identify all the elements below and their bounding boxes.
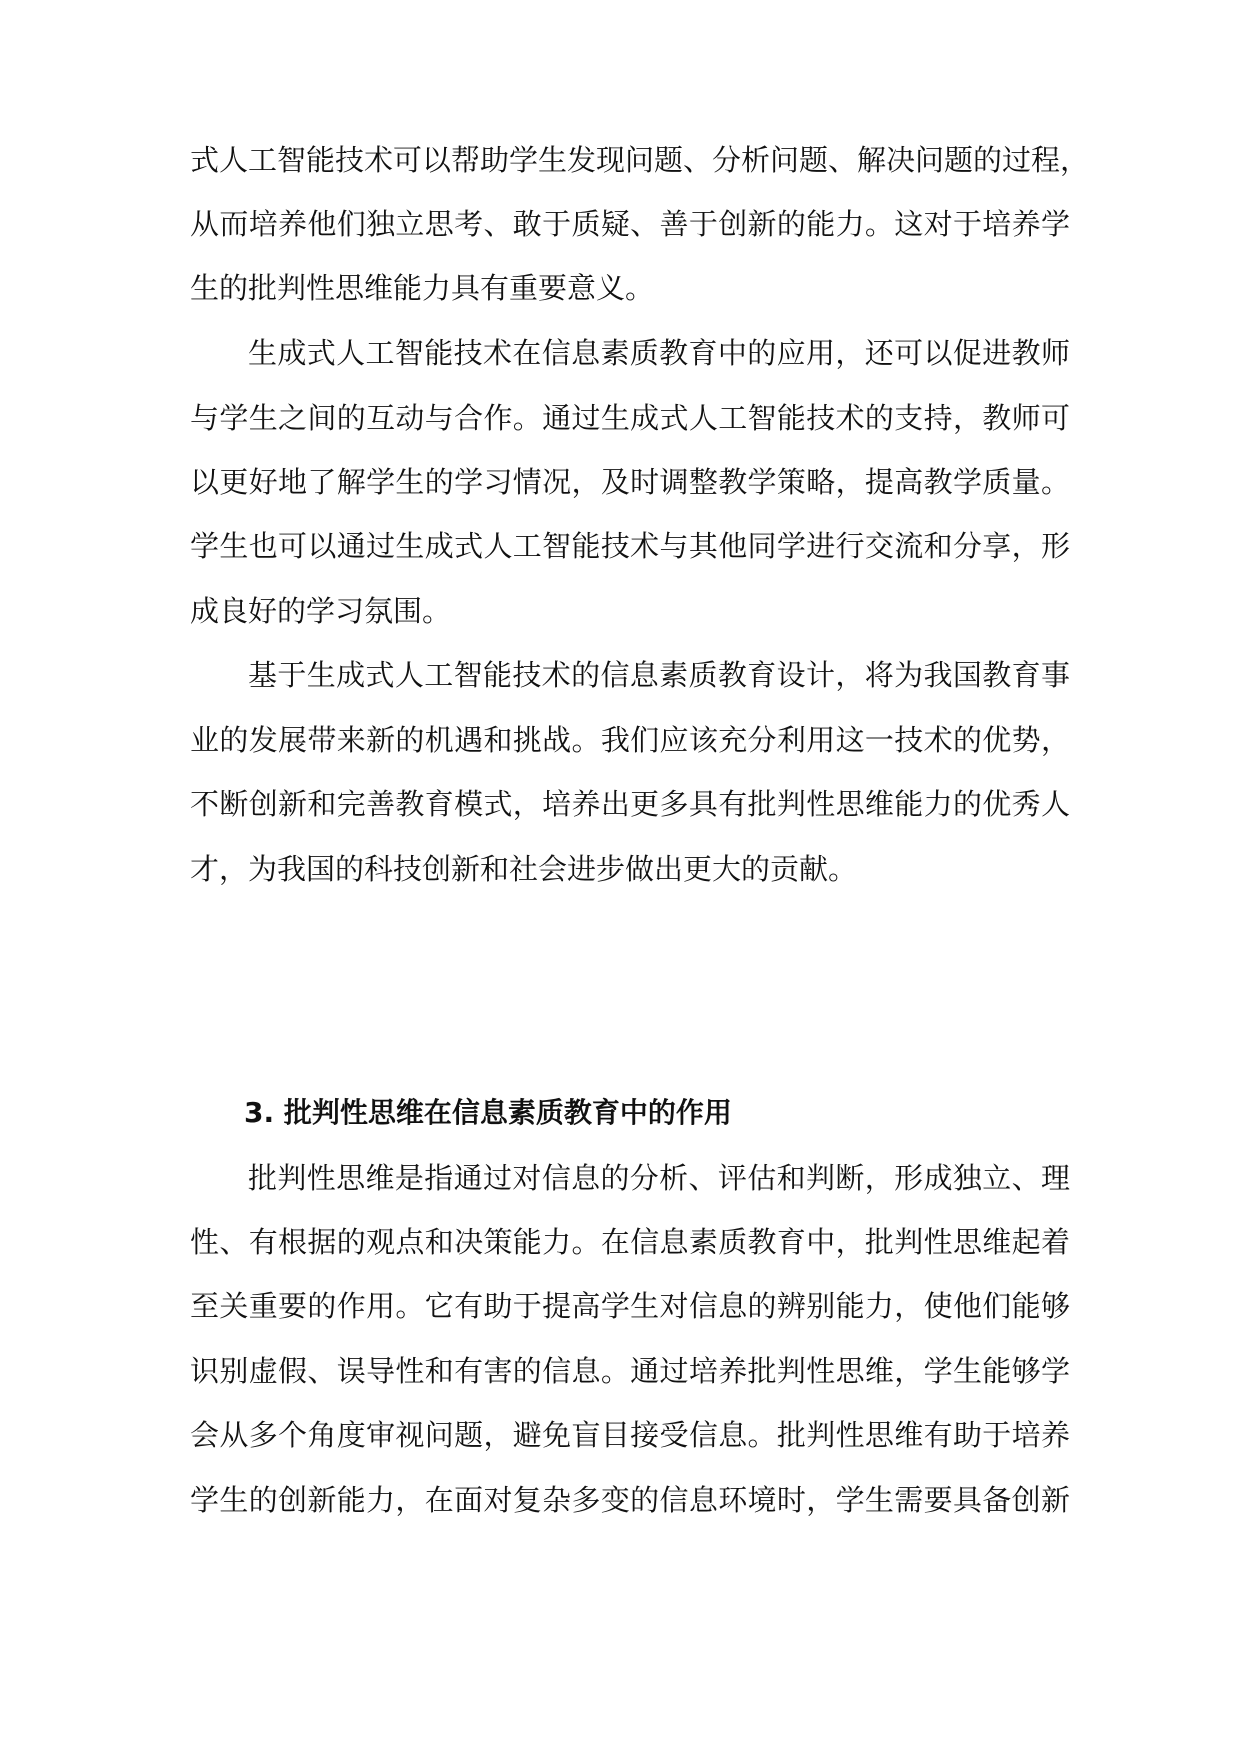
paragraph-line: 性、有根据的观点和决策能力。在信息素质教育中，批判性思维起着 — [190, 1225, 1070, 1259]
paragraph-line: 批判性思维是指通过对信息的分析、评估和判断，形成独立、理 — [248, 1161, 1070, 1195]
paragraph-line: 业的发展带来新的机遇和挑战。我们应该充分利用这一技术的优势， — [190, 723, 1070, 757]
paragraph-line: 至关重要的作用。它有助于提高学生对信息的辨别能力，使他们能够 — [190, 1289, 1070, 1323]
section-heading: 3. 批判性思维在信息素质教育中的作用 — [244, 1096, 732, 1129]
paragraph-line: 与学生之间的互动与合作。通过生成式人工智能技术的支持，教师可 — [190, 401, 1070, 435]
paragraph-line: 会从多个角度审视问题，避免盲目接受信息。批判性思维有助于培养 — [190, 1418, 1070, 1452]
paragraph-line: 生成式人工智能技术在信息素质教育中的应用，还可以促进教师 — [248, 336, 1070, 370]
paragraph-line: 识别虚假、误导性和有害的信息。通过培养批判性思维，学生能够学 — [190, 1354, 1070, 1388]
paragraph-line: 成良好的学习氛围。 — [190, 594, 452, 628]
paragraph-line: 不断创新和完善教育模式，培养出更多具有批判性思维能力的优秀人 — [190, 787, 1070, 821]
paragraph-line: 才，为我国的科技创新和社会进步做出更大的贡献。 — [190, 852, 858, 886]
paragraph-line: 以更好地了解学生的学习情况，及时调整教学策略，提高教学质量。 — [190, 465, 1070, 499]
paragraph-line: 学生也可以通过生成式人工智能技术与其他同学进行交流和分享，形 — [190, 529, 1070, 563]
paragraph-line: 式人工智能技术可以帮助学生发现问题、分析问题、解决问题的过程， — [190, 143, 1090, 177]
paragraph-line: 学生的创新能力，在面对复杂多变的信息环境时，学生需要具备创新 — [190, 1483, 1070, 1517]
paragraph-line: 基于生成式人工智能技术的信息素质教育设计，将为我国教育事 — [248, 658, 1070, 692]
paragraph-line: 从而培养他们独立思考、敢于质疑、善于创新的能力。这对于培养学 — [190, 207, 1070, 241]
paragraph-line: 生的批判性思维能力具有重要意义。 — [190, 271, 655, 305]
